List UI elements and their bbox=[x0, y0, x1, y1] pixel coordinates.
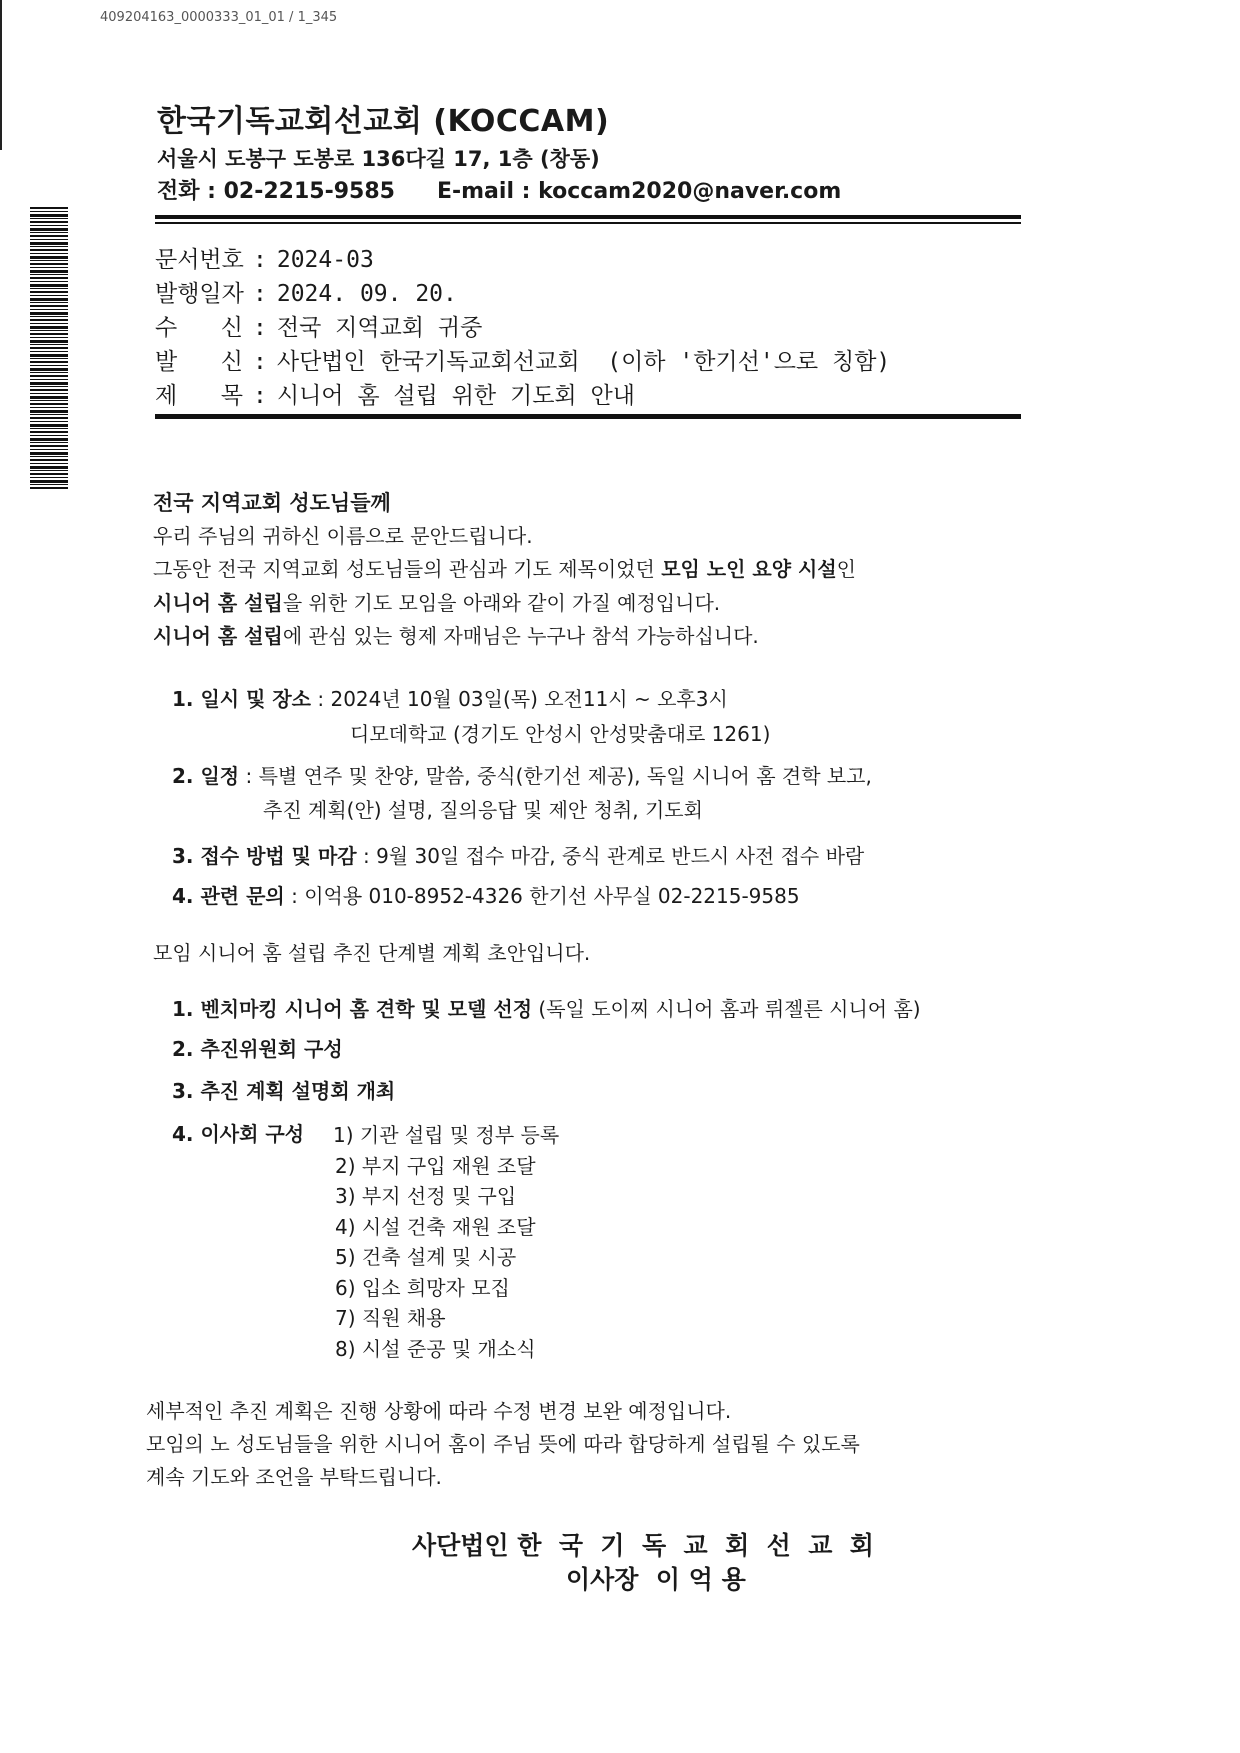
meta-doc-number: 문서번호 : 2024-03 bbox=[155, 243, 890, 277]
header-rule-thin bbox=[155, 222, 1021, 224]
event-item-contact: 4. 관련 문의 : 이억용 010-8952-4326 한기선 사무실 02-2215-9585 bbox=[172, 884, 800, 908]
intro-line: 시니어 홈 설립에 관심 있는 형제 자매님은 누구나 참석 가능하십니다. bbox=[153, 624, 759, 648]
meta-label: 수 bbox=[155, 315, 178, 341]
meta-rule bbox=[155, 414, 1021, 419]
intro-line: 우리 주님의 귀하신 이름으로 문안드립니다. bbox=[153, 524, 533, 548]
meta-label: 제 bbox=[155, 383, 178, 409]
event-item-label: 1. 일시 및 장소 bbox=[172, 687, 312, 711]
substep-item: 7) 직원 채용 bbox=[335, 1306, 446, 1330]
intro-line: 시니어 홈 설립을 위한 기도 모임을 아래와 같이 가질 예정입니다. bbox=[153, 591, 721, 615]
plan-step: 3. 추진 계획 설명회 개최 bbox=[172, 1079, 396, 1103]
meta-value: 2024. 09. 20. bbox=[276, 281, 457, 307]
scan-edge-line bbox=[0, 0, 2, 150]
document-id: 409204163_0000333_01_01 / 1_345 bbox=[100, 10, 338, 25]
greeting: 전국 지역교회 성도님들께 bbox=[153, 491, 391, 515]
event-item-registration: 3. 접수 방법 및 마감 : 9월 30일 접수 마감, 중식 관계로 반드시 사전 접수 바람 bbox=[172, 844, 865, 868]
event-item-venue: 디모데학교 (경기도 안성시 안성맞춤대로 1261) bbox=[350, 722, 771, 746]
board-substeps bbox=[333, 1120, 559, 1364]
event-item-label: 2. 일정 bbox=[172, 764, 240, 788]
meta-label: 발행일자 bbox=[155, 281, 244, 307]
meta-label: 문서번호 bbox=[155, 247, 244, 273]
meta-value: 2024-03 bbox=[276, 247, 374, 273]
event-item-schedule: 2. 일정 : 특별 연주 및 찬양, 말씀, 중식(한기선 제공), 독일 시니어 홈 견학 보고, bbox=[172, 764, 872, 788]
org-address: 서울시 도봉구 도봉로 136다길 17, 1층 (창동) bbox=[157, 147, 600, 171]
closing-line: 세부적인 추진 계획은 진행 상황에 따라 수정 변경 보완 예정입니다. bbox=[146, 1399, 732, 1423]
meta-label: 목 bbox=[220, 383, 243, 409]
event-item-datetime: 1. 일시 및 장소 : 2024년 10월 03일(목) 오전11시 ~ 오후3시 bbox=[172, 687, 728, 711]
org-email: E-mail : koccam2020@naver.com bbox=[436, 179, 842, 204]
org-contact bbox=[157, 174, 841, 205]
closing-line: 계속 기도와 조언을 부탁드립니다. bbox=[146, 1465, 442, 1489]
highlight-text: 시니어 홈 설립 bbox=[153, 591, 283, 615]
substep-item: 1) 기관 설립 및 정부 등록 bbox=[333, 1123, 560, 1147]
header-rule bbox=[155, 215, 1021, 219]
closing-line: 모임의 노 성도님들을 위한 시니어 홈이 주님 뜻에 따라 합당하게 설립될 수 있도록 bbox=[146, 1432, 860, 1456]
plan-intro: 모임 시니어 홈 설립 추진 단계별 계획 초안입니다. bbox=[153, 941, 591, 965]
signature-org: 사단법인 한 국 기 독 교 회 선 교 회 bbox=[412, 1531, 874, 1560]
meta-value: 사단법인 한국기독교회선교회 (이하 '한기선'으로 칭함) bbox=[276, 349, 891, 375]
meta-date: 발행일자 : 2024. 09. 20. bbox=[155, 277, 890, 311]
meta-value: 시니어 홈 설립 위한 기도회 안내 bbox=[276, 383, 635, 409]
substep-item: 2) 부지 구입 재원 조달 bbox=[335, 1153, 536, 1178]
meta-label: 신 bbox=[220, 349, 243, 375]
event-item-label: 4. 관련 문의 bbox=[172, 884, 285, 908]
plan-step: 1. 벤치마킹 시니어 홈 견학 및 모델 선정 (독일 도이찌 시니어 홈과 뤼젤른 시니어 홈) bbox=[172, 997, 921, 1021]
substep-item: 4) 시설 건축 재원 조달 bbox=[335, 1214, 536, 1239]
meta-subject: 제 목 : 시니어 홈 설립 위한 기도회 안내 bbox=[155, 379, 890, 413]
highlight-text: 시니어 홈 설립 bbox=[153, 624, 283, 648]
barcode bbox=[30, 207, 68, 489]
org-phone: 전화 : 02-2215-9585 bbox=[157, 179, 395, 204]
plan-step: 2. 추진위원회 구성 bbox=[172, 1037, 343, 1061]
meta-label: 발 bbox=[155, 349, 178, 375]
event-item-label: 3. 접수 방법 및 마감 bbox=[172, 844, 357, 868]
substep-item: 3) 부지 선정 및 구입 bbox=[335, 1184, 517, 1208]
highlight-text: 모임 노인 요양 시설 bbox=[661, 557, 837, 581]
org-name: 한국기독교회선교회 (KOCCAM) bbox=[157, 104, 610, 139]
meta-sender: 발 신 : 사단법인 한국기독교회선교회 (이하 '한기선'으로 칭함) bbox=[155, 345, 890, 379]
document-meta bbox=[155, 243, 890, 413]
signature-chair: 이사장 이 억 용 bbox=[566, 1565, 746, 1594]
event-item-schedule-cont: 추진 계획(안) 설명, 질의응답 및 제안 청취, 기도회 bbox=[263, 798, 703, 822]
substep-item: 6) 입소 희망자 모집 bbox=[335, 1275, 510, 1300]
meta-recipient: 수 신 : 전국 지역교회 귀중 bbox=[155, 311, 890, 345]
substep-item: 8) 시설 준공 및 개소식 bbox=[335, 1336, 536, 1361]
meta-label: 신 bbox=[220, 315, 243, 341]
plan-step: 4. 이사회 구성 bbox=[172, 1122, 305, 1146]
intro-line: 그동안 전국 지역교회 성도님들의 관심과 기도 제목이었던 모임 노인 요양 시설인 bbox=[153, 557, 856, 581]
meta-value: 전국 지역교회 귀중 bbox=[276, 315, 483, 341]
substep-item: 5) 건축 설계 및 시공 bbox=[335, 1245, 517, 1269]
